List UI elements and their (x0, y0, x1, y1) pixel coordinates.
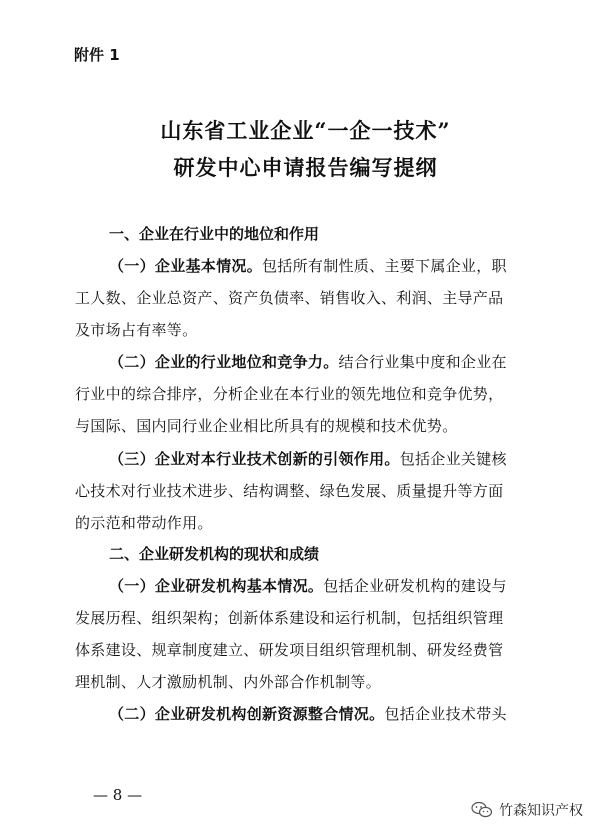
paragraph-line: 的示范和带动作用。 (75, 514, 213, 532)
wechat-icon (471, 801, 493, 819)
section2-heading: 二、企业研发机构的现状和成绩 (109, 545, 320, 563)
paragraph-line: 心技术对行业技术进步、结构调整、绿色发展、质量提升等方面 (75, 482, 504, 500)
paragraph-text: 包括企业关键核 (399, 450, 507, 468)
paragraph-lead: （一）企业研发机构基本情况。 (109, 577, 324, 595)
paragraph-text: 包括企业技术带头 (384, 705, 507, 723)
paragraph-line: 工人数、企业总资产、资产负债率、销售收入、利润、主导产品 (75, 289, 504, 307)
section1-heading: 一、企业在行业中的地位和作用 (109, 225, 320, 243)
watermark (471, 800, 583, 820)
watermark-text: 竹森知识产权 (499, 803, 583, 819)
document-title-line1: 山东省工业企业“一企一技术” (160, 118, 451, 143)
paragraph-line: 与国际、国内同行业企业相比所具有的规模和技术优势。 (75, 417, 458, 435)
paragraph-lead: （三）企业对本行业技术创新的引领作用。 (109, 450, 400, 468)
paragraph-line: 体系建设、规章制度建立、研发项目组织管理机制、研发经费管 (75, 641, 504, 659)
paragraph-lead: （一）企业基本情况。 (109, 257, 263, 275)
paragraph-text: 包括所有制性质、主要下属企业，职 (262, 257, 507, 275)
attachment-label: 附件 1 (74, 46, 120, 64)
paragraph-line: 发展历程、组织架构；创新体系建设和运行机制，包括组织管理 (75, 609, 504, 627)
paragraph-lead: （二）企业研发机构创新资源整合情况。 (109, 705, 385, 723)
paragraph-line: 行业中的综合排序，分析企业在本行业的领先地位和竞争优势， (75, 385, 504, 403)
paragraph-lead: （二）企业的行业地位和竞争力。 (109, 353, 339, 371)
paragraph-line (109, 351, 507, 372)
paragraph-text: 包括企业研发机构的建设与 (323, 577, 507, 595)
paragraph-line (109, 703, 507, 724)
paragraph-text: 结合行业集中度和企业在 (338, 353, 507, 371)
page-number: — 8 — (93, 786, 143, 804)
paragraph-line (109, 255, 507, 276)
paragraph-line (109, 575, 507, 596)
paragraph-line (109, 448, 507, 469)
paragraph-line: 理机制、人才激励机制、内外部合作机制等。 (75, 673, 382, 691)
paragraph-line: 及市场占有率等。 (75, 321, 198, 339)
document-title-line2: 研发中心申请报告编写提纲 (173, 155, 438, 180)
